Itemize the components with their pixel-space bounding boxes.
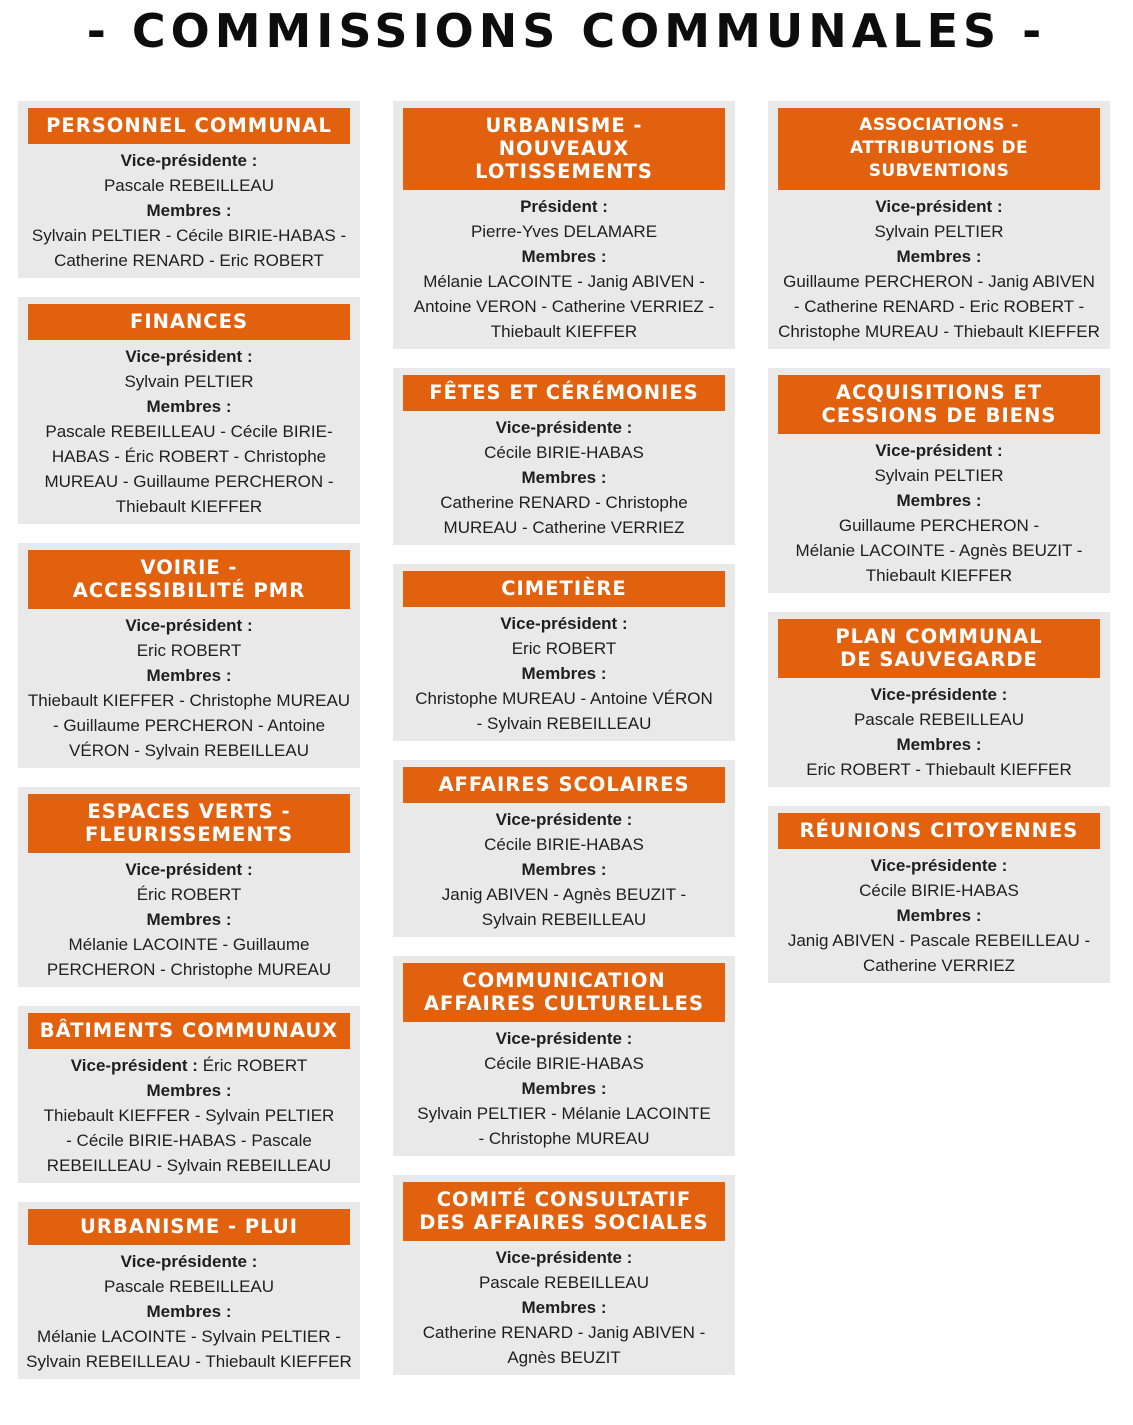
- commissions-column-2: [393, 101, 735, 1394]
- leader-role-label: Président :: [520, 197, 608, 216]
- leader-name: Sylvain PELTIER: [124, 372, 254, 391]
- commission-body: [768, 194, 1110, 344]
- leader-role-label: Vice-président :: [70, 1056, 198, 1075]
- commission-card: [768, 612, 1110, 787]
- commissions-column-1: [18, 101, 360, 1398]
- leader-role-label: Vice-présidente :: [870, 685, 1008, 704]
- commission-body: [18, 148, 360, 273]
- commission-title: BÂTIMENTS COMMUNAUX: [28, 1013, 350, 1049]
- commission-title: FÊTES ET CÉRÉMONIES: [403, 375, 725, 411]
- commission-body: [768, 853, 1110, 978]
- commission-title: ASSOCIATIONS - ATTRIBUTIONS DE SUBVENTIONS: [778, 108, 1100, 190]
- members-label: Membres :: [896, 491, 982, 510]
- members-line: Mélanie LACOINTE - Agnès BEUZIT -: [795, 541, 1083, 560]
- members-line: - Cécile BIRIE-HABAS - Pascale: [66, 1131, 312, 1150]
- members-line: Catherine RENARD - Eric ROBERT: [54, 251, 324, 270]
- commission-body: [768, 438, 1110, 588]
- commission-card: [768, 101, 1110, 349]
- commission-card: [18, 1006, 360, 1183]
- leader-name: Éric ROBERT: [136, 885, 242, 904]
- leader-role-label: Vice-présidente :: [120, 151, 258, 170]
- leader-role-label: Vice-présidente :: [495, 810, 633, 829]
- commission-card: [768, 806, 1110, 983]
- commission-card: [768, 368, 1110, 593]
- commission-body: [393, 415, 735, 540]
- members-label: Membres :: [146, 910, 232, 929]
- members-label: Membres :: [521, 1079, 607, 1098]
- members-label: Membres :: [146, 1081, 232, 1100]
- leader-name: Pascale REBEILLEAU: [853, 710, 1025, 729]
- commission-card: [18, 1202, 360, 1379]
- members-line: Mélanie LACOINTE - Sylvain PELTIER -: [37, 1327, 341, 1346]
- members-line: REBEILLEAU - Sylvain REBEILLEAU: [46, 1156, 332, 1175]
- commission-title: RÉUNIONS CITOYENNES: [778, 813, 1100, 849]
- commission-title: AFFAIRES SCOLAIRES: [403, 767, 725, 803]
- members-line: HABAS - Éric ROBERT - Christophe: [51, 447, 327, 466]
- commission-card: [18, 297, 360, 524]
- commission-body: [18, 1053, 360, 1178]
- leader-role-label: Vice-présidente :: [120, 1252, 258, 1271]
- leader-name: Pierre-Yves DELAMARE: [470, 222, 658, 241]
- members-label: Membres :: [146, 666, 232, 685]
- leader-name: Cécile BIRIE-HABAS: [484, 1054, 644, 1073]
- members-line: Thiebault KIEFFER: [490, 322, 638, 341]
- members-line: Catherine RENARD - Christophe: [440, 493, 688, 512]
- commission-card: [393, 956, 735, 1156]
- commission-title: COMMUNICATION AFFAIRES CULTURELLES: [403, 963, 725, 1022]
- commission-title: FINANCES: [28, 304, 350, 340]
- leader-name: Sylvain PELTIER: [874, 222, 1004, 241]
- commission-body: [18, 613, 360, 763]
- members-line: Mélanie LACOINTE - Janig ABIVEN -: [423, 272, 705, 291]
- members-line: - Christophe MUREAU: [478, 1129, 650, 1148]
- members-line: Agnès BEUZIT: [507, 1348, 621, 1367]
- members-line: Guillaume PERCHERON -: [838, 516, 1040, 535]
- commission-card: [393, 1175, 735, 1375]
- commission-card: [393, 368, 735, 545]
- commission-title: PLAN COMMUNAL DE SAUVEGARDE: [778, 619, 1100, 678]
- commission-body: [18, 857, 360, 982]
- leader-role-label: Vice-président :: [125, 860, 253, 879]
- leader-role-label: Vice-présidente :: [870, 856, 1008, 875]
- commission-body: [393, 611, 735, 736]
- members-line: Eric ROBERT - Thiebault KIEFFER: [806, 760, 1072, 779]
- commission-card: [18, 787, 360, 987]
- commission-body: [393, 807, 735, 932]
- members-line: PERCHERON - Christophe MUREAU: [46, 960, 332, 979]
- members-label: Membres :: [896, 906, 982, 925]
- commission-title: CIMETIÈRE: [403, 571, 725, 607]
- members-line: - Catherine RENARD - Eric ROBERT -: [793, 297, 1085, 316]
- members-line: Sylvain REBEILLEAU: [481, 910, 647, 929]
- members-line: Thiebault KIEFFER - Christophe MUREAU: [27, 691, 351, 710]
- members-label: Membres :: [521, 468, 607, 487]
- leader-role-label: Vice-président :: [500, 614, 628, 633]
- commission-body: [393, 1026, 735, 1151]
- leader-role-label: Vice-présidente :: [495, 1029, 633, 1048]
- members-label: Membres :: [896, 247, 982, 266]
- leader-role-label: Vice-présidente :: [495, 418, 633, 437]
- leader-role-label: Vice-président :: [875, 441, 1003, 460]
- members-label: Membres :: [146, 397, 232, 416]
- members-line: Thiebault KIEFFER - Sylvain PELTIER: [43, 1106, 335, 1125]
- members-line: Pascale REBEILLEAU - Cécile BIRIE-: [45, 422, 333, 441]
- commissions-column-3: [768, 101, 1110, 1002]
- commission-title: PERSONNEL COMMUNAL: [28, 108, 350, 144]
- leader-name: Éric ROBERT: [202, 1056, 308, 1075]
- members-line: Janig ABIVEN - Pascale REBEILLEAU -: [787, 931, 1091, 950]
- leader-name: Pascale REBEILLEAU: [103, 176, 275, 195]
- members-line: Catherine RENARD - Janig ABIVEN -: [422, 1323, 706, 1342]
- leader-name: Cécile BIRIE-HABAS: [859, 881, 1019, 900]
- members-line: - Sylvain REBEILLEAU: [476, 714, 652, 733]
- members-label: Membres :: [896, 735, 982, 754]
- page-title: - COMMISSIONS COMMUNALES -: [86, 4, 1047, 58]
- members-line: MUREAU - Guillaume PERCHERON -: [44, 472, 334, 491]
- leader-name: Pascale REBEILLEAU: [103, 1277, 275, 1296]
- leader-name: Cécile BIRIE-HABAS: [484, 835, 644, 854]
- members-line: Thiebault KIEFFER: [865, 566, 1013, 585]
- commission-title: ACQUISITIONS ET CESSIONS DE BIENS: [778, 375, 1100, 434]
- members-line: Sylvain REBEILLEAU - Thiebault KIEFFER: [26, 1352, 352, 1371]
- members-label: Membres :: [146, 1302, 232, 1321]
- leader-name: Cécile BIRIE-HABAS: [484, 443, 644, 462]
- leader-role-label: Vice-président :: [875, 197, 1003, 216]
- commission-title: URBANISME - NOUVEAUX LOTISSEMENTS: [403, 108, 725, 190]
- leader-name: Eric ROBERT: [511, 639, 617, 658]
- members-label: Membres :: [521, 247, 607, 266]
- commission-card: [393, 760, 735, 937]
- commission-body: [393, 194, 735, 344]
- commission-body: [393, 1245, 735, 1370]
- commission-card: [18, 543, 360, 768]
- leader-role-label: Vice-président :: [125, 616, 253, 635]
- members-line: Christophe MUREAU - Thiebault KIEFFER: [778, 322, 1100, 341]
- commission-card: [18, 101, 360, 278]
- members-line: - Guillaume PERCHERON - Antoine: [52, 716, 326, 735]
- members-line: Thiebault KIEFFER: [115, 497, 263, 516]
- members-line: Sylvain PELTIER - Cécile BIRIE-HABAS -: [31, 226, 347, 245]
- leader-name: Pascale REBEILLEAU: [478, 1273, 650, 1292]
- members-line: Christophe MUREAU - Antoine VÉRON: [415, 689, 713, 708]
- members-label: Membres :: [521, 860, 607, 879]
- members-line: Mélanie LACOINTE - Guillaume: [68, 935, 310, 954]
- members-label: Membres :: [146, 201, 232, 220]
- commission-body: [18, 1249, 360, 1374]
- members-line: Guillaume PERCHERON - Janig ABIVEN: [783, 272, 1095, 291]
- commission-title: ESPACES VERTS - FLEURISSEMENTS: [28, 794, 350, 853]
- members-line: VÉRON - Sylvain REBEILLEAU: [69, 741, 309, 760]
- commission-card: [393, 564, 735, 741]
- leader-line: [20, 1053, 358, 1078]
- commission-title: COMITÉ CONSULTATIF DES AFFAIRES SOCIALES: [403, 1182, 725, 1241]
- members-label: Membres :: [521, 664, 607, 683]
- leader-name: Sylvain PELTIER: [874, 466, 1004, 485]
- members-line: Sylvain PELTIER - Mélanie LACOINTE: [417, 1104, 711, 1123]
- members-line: Janig ABIVEN - Agnès BEUZIT -: [441, 885, 687, 904]
- leader-role-label: Vice-présidente :: [495, 1248, 633, 1267]
- commission-title: VOIRIE - ACCESSIBILITÉ PMR: [28, 550, 350, 609]
- commission-body: [768, 682, 1110, 782]
- members-line: MUREAU - Catherine VERRIEZ: [443, 518, 685, 537]
- leader-name: Eric ROBERT: [136, 641, 242, 660]
- commission-body: [18, 344, 360, 519]
- leader-role-label: Vice-président :: [125, 347, 253, 366]
- commission-title: URBANISME - PLUI: [28, 1209, 350, 1245]
- members-line: Catherine VERRIEZ: [862, 956, 1016, 975]
- commission-card: [393, 101, 735, 349]
- members-line: Antoine VERON - Catherine VERRIEZ -: [413, 297, 715, 316]
- members-label: Membres :: [521, 1298, 607, 1317]
